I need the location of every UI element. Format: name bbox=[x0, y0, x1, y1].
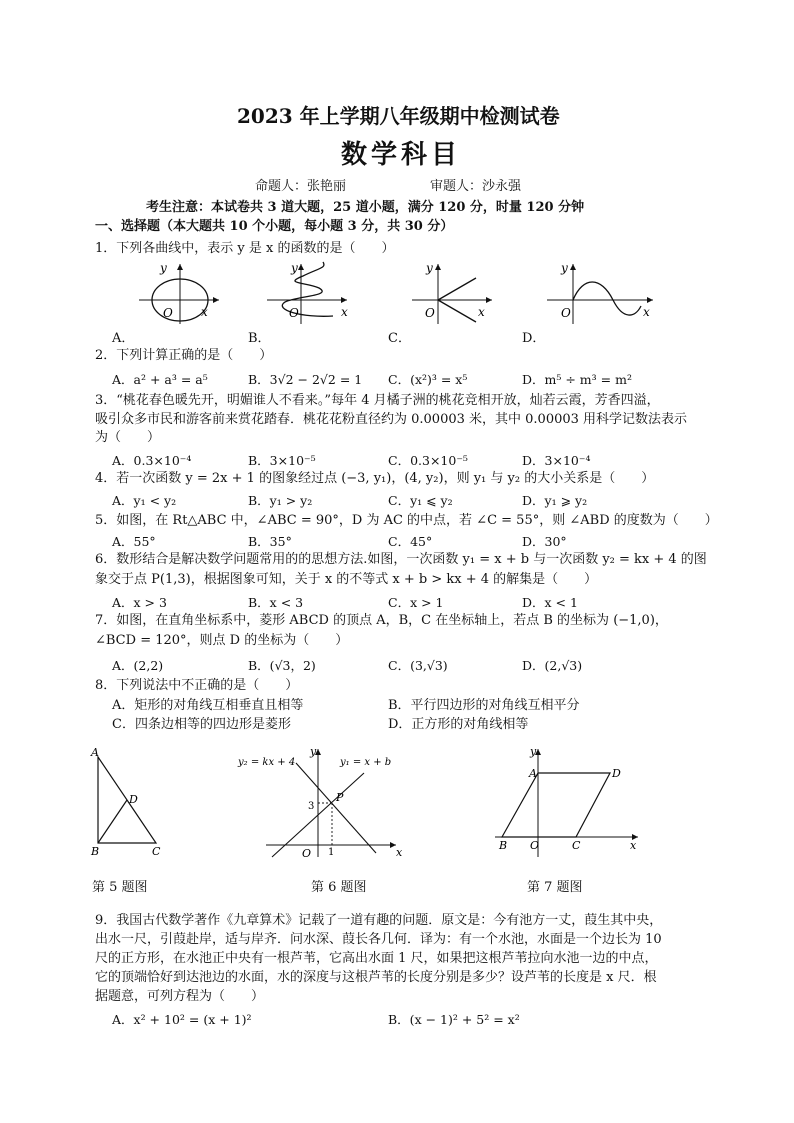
q2-option-d[interactable]: D．m⁵ ÷ m³ = m² bbox=[522, 372, 632, 387]
y-axis-label: y bbox=[291, 261, 298, 275]
q9-option-b[interactable]: B．(x − 1)² + 5² = x² bbox=[388, 1012, 520, 1027]
question-9-line-5: 据题意，可列方程为（ ） bbox=[95, 989, 265, 1004]
q5-option-d[interactable]: D．30° bbox=[522, 534, 567, 549]
q8-option-b[interactable]: B．平行四边形的对角线互相平分 bbox=[388, 698, 580, 713]
question-3-line-3: 为（ ） bbox=[95, 430, 161, 445]
tick-1-label: 1 bbox=[328, 847, 335, 858]
x-axis-label: x bbox=[630, 839, 637, 852]
q1-option-b[interactable]: B． bbox=[248, 331, 271, 346]
x-axis-label: x bbox=[643, 305, 650, 319]
q1-graph-b bbox=[263, 258, 353, 328]
q8-option-d[interactable]: D．正方形的对角线相等 bbox=[388, 717, 529, 732]
point-d-label: D bbox=[612, 767, 621, 780]
point-c-label: C bbox=[572, 839, 581, 852]
point-a-label: A bbox=[91, 746, 99, 759]
q5-option-a[interactable]: A．55° bbox=[112, 534, 156, 549]
question-9-line-2: 出水一尺，引葭赴岸，适与岸齐．问水深、葭长各几何．译为：有一个水池，水面是一个边长为 10 bbox=[95, 932, 662, 947]
q6-option-c[interactable]: C．x > 1 bbox=[388, 595, 444, 610]
q4-option-d[interactable]: D．y₁ ⩾ y₂ bbox=[522, 493, 588, 508]
q1-option-a[interactable]: A． bbox=[112, 331, 135, 346]
question-6-line-1: 6．数形结合是解决数学问题常用的的思想方法.如图，一次函数 y₁ = x + b 与一次函数 y₂ = kx + 4 的图 bbox=[95, 552, 707, 567]
x-axis-label: x bbox=[341, 305, 348, 319]
q6-option-a[interactable]: A．x > 3 bbox=[112, 595, 167, 610]
q7-option-d[interactable]: D．(2,√3) bbox=[522, 658, 583, 673]
figure-6 bbox=[236, 745, 406, 860]
q5-option-c[interactable]: C．45° bbox=[388, 534, 433, 549]
question-3-line-2: 吸引众多市民和游客前来赏花踏春．桃花花粉直径约为 0.00003 米，其中 0.00003 用科学记数法表示 bbox=[95, 412, 688, 427]
point-p-label: P bbox=[336, 791, 344, 804]
q1-graph-c bbox=[408, 258, 498, 328]
q4-option-b[interactable]: B．y₁ > y₂ bbox=[248, 493, 313, 508]
x-axis-label: x bbox=[478, 305, 485, 319]
q7-option-a[interactable]: A．(2,2) bbox=[112, 658, 164, 673]
question-1-stem: 1．下列各曲线中，表示 y 是 x 的函数的是（ ） bbox=[95, 241, 395, 256]
figure-5 bbox=[88, 745, 168, 860]
origin-label: O bbox=[530, 839, 540, 852]
question-2-stem: 2．下列计算正确的是（ ） bbox=[95, 348, 273, 363]
exam-title: 2023 年上学期八年级期中检测试卷 bbox=[237, 104, 560, 128]
q8-option-c[interactable]: C．四条边相等的四边形是菱形 bbox=[112, 717, 291, 732]
question-7-line-2: ∠BCD = 120°，则点 D 的坐标为（ ） bbox=[95, 633, 349, 648]
point-b-label: B bbox=[499, 839, 508, 852]
q8-option-a[interactable]: A．矩形的对角线互相垂直且相等 bbox=[112, 698, 304, 713]
figure-7 bbox=[490, 745, 650, 860]
author-label: 命题人：张艳丽 bbox=[255, 179, 347, 194]
exam-notice: 考生注意：本试卷共 3 道大题，25 道小题，满分 120 分，时量 120 分钟 bbox=[146, 200, 585, 215]
point-c-label: C bbox=[152, 845, 161, 858]
y-axis-label: y bbox=[310, 745, 317, 758]
question-9-line-3: 尺的正方形，在水池正中央有一根芦苇，它高出水面 1 尺，如果把这根芦苇拉向水池一边的中点， bbox=[95, 951, 658, 966]
origin-label: O bbox=[561, 306, 571, 320]
question-9-line-4: 它的顶端恰好到达池边的水面，水的深度与这根芦苇的长度分别是多少？设芦苇的长度是 x 尺．根 bbox=[95, 970, 657, 985]
y-axis-label: y bbox=[561, 261, 568, 275]
y-axis-label: y bbox=[530, 745, 537, 758]
point-d-label: D bbox=[129, 793, 138, 806]
origin-label: O bbox=[425, 306, 435, 320]
figure-5-caption: 第 5 题图 bbox=[92, 880, 148, 895]
q4-option-c[interactable]: C．y₁ ⩽ y₂ bbox=[388, 493, 453, 508]
question-3-line-1: 3．“桃花春色暖先开，明媚谁人不看来。”每年 4 月橘子洲的桃花竞相开放，灿若云霞，芳香四溢， bbox=[95, 393, 660, 408]
figure-6-caption: 第 6 题图 bbox=[311, 880, 367, 895]
x-axis-label: x bbox=[201, 305, 208, 319]
q3-option-c[interactable]: C．0.3×10⁻⁵ bbox=[388, 453, 468, 468]
q1-option-d[interactable]: D． bbox=[522, 331, 546, 346]
q1-graph-d bbox=[543, 258, 658, 328]
subject-title: 数学科目 bbox=[341, 140, 462, 170]
figure-7-caption: 第 7 题图 bbox=[527, 880, 583, 895]
origin-label: O bbox=[163, 306, 173, 320]
question-8-stem: 8．下列说法中不正确的是（ ） bbox=[95, 678, 299, 693]
q3-option-a[interactable]: A．0.3×10⁻⁴ bbox=[112, 453, 192, 468]
question-4-stem: 4．若一次函数 y = 2x + 1 的图象经过点 (−3, y₁)，(4, y₂)，则 y₁ 与 y₂ 的大小关系是（ ） bbox=[95, 471, 655, 486]
q2-option-a[interactable]: A．a² + a³ = a⁵ bbox=[112, 372, 208, 387]
q5-option-b[interactable]: B．35° bbox=[248, 534, 292, 549]
q4-option-a[interactable]: A．y₁ < y₂ bbox=[112, 493, 177, 508]
y-axis-label: y bbox=[160, 261, 167, 275]
point-a-label: A bbox=[529, 767, 537, 780]
origin-label: O bbox=[289, 306, 299, 320]
q3-option-d[interactable]: D．3×10⁻⁴ bbox=[522, 453, 591, 468]
q1-graph-a bbox=[135, 258, 225, 328]
q2-option-c[interactable]: C．(x²)³ = x⁵ bbox=[388, 372, 468, 387]
line-y2-label: y₂ = kx + 4 bbox=[238, 757, 296, 768]
q9-option-a[interactable]: A．x² + 10² = (x + 1)² bbox=[112, 1012, 252, 1027]
question-7-line-1: 7．如图，在直角坐标系中，菱形 ABCD 的顶点 A，B，C 在坐标轴上，若点 B 的坐标为 (−1,0)， bbox=[95, 613, 668, 628]
line-y1-label: y₁ = x + b bbox=[340, 757, 392, 768]
reviewer-label: 审题人：沙永强 bbox=[430, 179, 522, 194]
q6-option-d[interactable]: D．x < 1 bbox=[522, 595, 578, 610]
question-6-line-2: 象交于点 P(1,3)，根据图象可知，关于 x 的不等式 x + b > kx + 4 的解集是（ ） bbox=[95, 572, 598, 587]
x-axis-label: x bbox=[396, 846, 403, 859]
q6-option-b[interactable]: B．x < 3 bbox=[248, 595, 304, 610]
question-5-stem: 5．如图，在 Rt△ABC 中，∠ABC = 90°，D 为 AC 的中点，若 ∠C = 55°，则 ∠ABD 的度数为（ ） bbox=[95, 513, 718, 528]
q7-option-c[interactable]: C．(3,√3) bbox=[388, 658, 448, 673]
question-9-line-1: 9．我国古代数学著作《九章算术》记载了一道有趣的问题．原文是：今有池方一丈，葭生其中央， bbox=[95, 913, 663, 928]
q2-option-b[interactable]: B．3√2 − 2√2 = 1 bbox=[248, 372, 363, 387]
q1-option-c[interactable]: C． bbox=[388, 331, 411, 346]
origin-label: O bbox=[302, 847, 312, 860]
tick-3-label: 3 bbox=[308, 801, 315, 812]
section-heading: 一、选择题（本大题共 10 个小题，每小题 3 分，共 30 分） bbox=[95, 219, 454, 234]
q7-option-b[interactable]: B．(√3，2) bbox=[248, 658, 316, 673]
y-axis-label: y bbox=[426, 261, 433, 275]
point-b-label: B bbox=[91, 845, 100, 858]
q3-option-b[interactable]: B．3×10⁻⁵ bbox=[248, 453, 316, 468]
